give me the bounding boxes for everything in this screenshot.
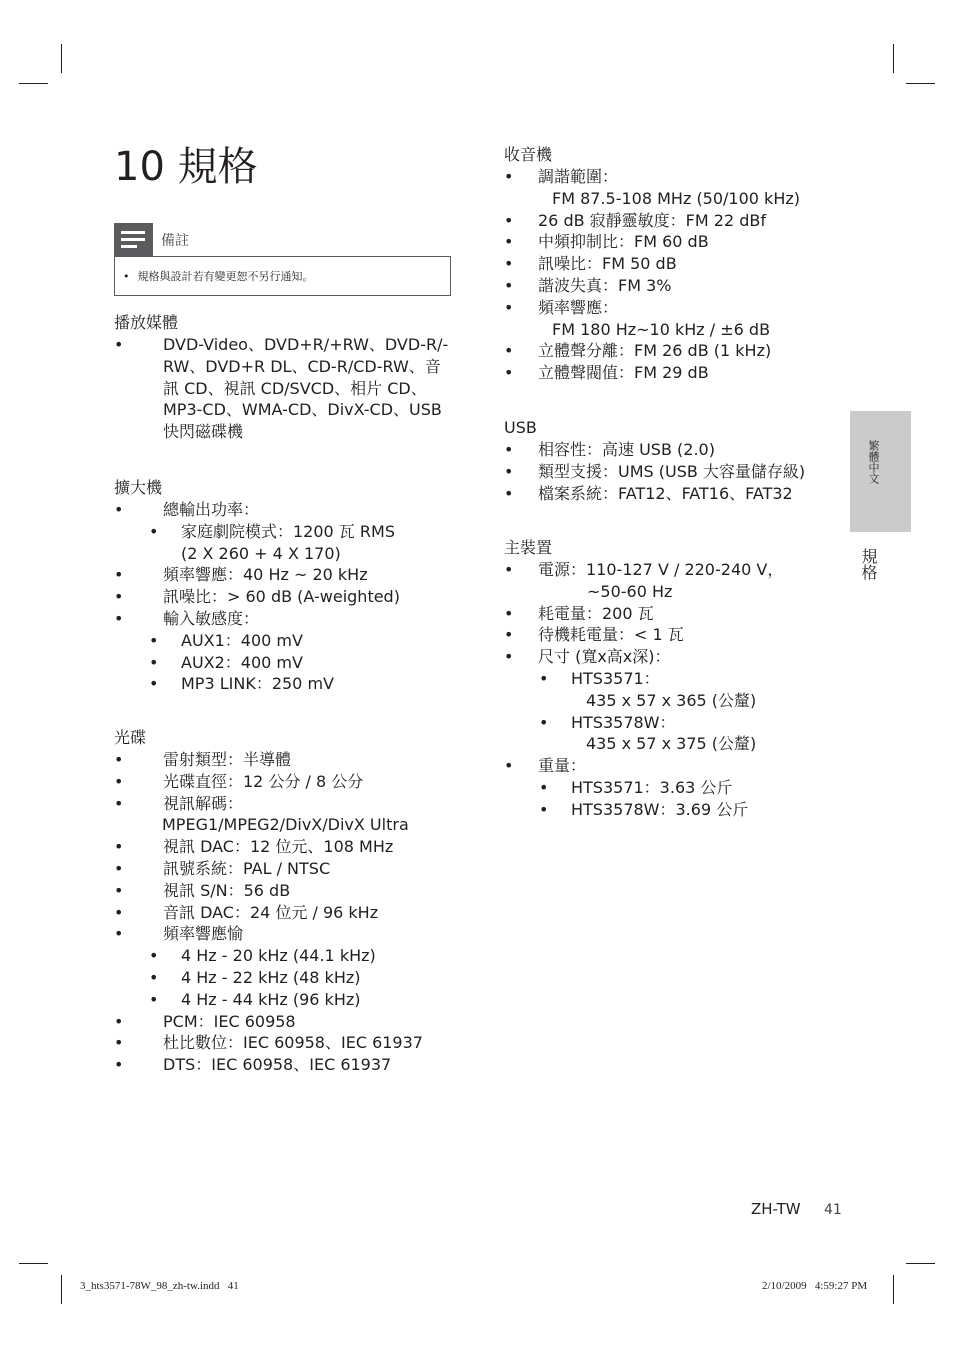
list-item: • 尺寸 (寬x高x深)： — [504, 647, 671, 667]
list-item: • 頻率響應：40 Hz ~ 20 kHz — [114, 565, 368, 585]
crop-mark — [906, 83, 935, 84]
list-item: • 立體聲分離：FM 26 dB (1 kHz) — [504, 341, 772, 361]
print-file-name: 3_hts3571-78W_98_zh-tw.indd 41 — [80, 1280, 239, 1292]
list-item: MPEG1/MPEG2/DivX/DivX Ultra — [162, 815, 409, 835]
crop-mark — [61, 44, 62, 73]
section-playback — [114, 312, 474, 443]
note-box — [114, 223, 451, 296]
crop-mark — [893, 1275, 894, 1304]
list-item: • HTS3578W： — [539, 712, 676, 732]
list-item: • 重量： — [504, 756, 587, 776]
list-item: • 訊噪比：FM 50 dB — [504, 254, 677, 274]
list-item: • 耗電量：200 瓦 — [504, 603, 654, 623]
list-item: 訊 CD、視訊 CD/SVCD、相片 CD、 — [163, 378, 427, 398]
list-item: FM 180 Hz~10 kHz / ±6 dB — [552, 319, 771, 339]
section-heading: 收音機 — [504, 145, 553, 164]
section-radio — [504, 144, 864, 384]
section-heading: 光碟 — [114, 728, 147, 747]
list-item: 435 x 57 x 375 (公釐) — [586, 734, 757, 754]
side-section-label: 規格 — [859, 548, 878, 580]
list-item: • 視訊 DAC：12 位元、108 MHz — [114, 837, 394, 857]
list-item: • 類型支援：UMS (USB 大容量儲存級) — [504, 461, 806, 481]
list-item: • 檔案系統：FAT12、FAT16、FAT32 — [504, 483, 793, 503]
list-item: • 電源：110-127 V / 220-240 V， — [504, 560, 784, 579]
list-item: • PCM：IEC 60958 — [114, 1011, 296, 1031]
list-item: • HTS3571：3.63 公斤 — [539, 777, 733, 797]
crop-mark — [19, 1263, 48, 1264]
section-amplifier — [114, 477, 474, 695]
list-item: • 頻率響應愉 — [114, 924, 244, 944]
list-item: 435 x 57 x 365 (公釐) — [586, 690, 757, 710]
section-heading: 播放媒體 — [114, 313, 179, 332]
list-item: • 調諧範圍： — [504, 167, 619, 186]
list-item: • 4 Hz - 22 kHz (48 kHz) — [149, 967, 361, 987]
section-usb — [504, 417, 864, 504]
page-title: 10 規格 — [114, 144, 258, 190]
list-item: • 相容性：高速 USB (2.0) — [504, 440, 715, 459]
list-item: • 立體聲閥值：FM 29 dB — [504, 363, 709, 383]
list-item: • AUX1：400 mV — [149, 630, 303, 650]
list-item: • 頻率響應： — [504, 297, 619, 317]
note-label: 備註 — [161, 232, 189, 249]
list-item: • 訊噪比：> 60 dB (A-weighted) — [114, 587, 400, 607]
crop-mark — [906, 1263, 935, 1264]
list-item: • 音訊 DAC：24 位元 / 96 kHz — [114, 902, 379, 922]
list-item: • MP3 LINK：250 mV — [149, 674, 334, 694]
print-datetime: 2/10/2009 4:59:27 PM — [762, 1280, 868, 1292]
list-item: MP3-CD、WMA-CD、DivX-CD、USB — [163, 400, 442, 420]
list-item: • 4 Hz - 44 kHz (96 kHz) — [149, 989, 361, 1009]
crop-mark — [61, 1275, 62, 1304]
list-item: • 諧波失真：FM 3% — [504, 275, 672, 295]
list-item: • 雷射類型：半導體 — [114, 750, 292, 769]
page-language: ZH-TW — [751, 1200, 801, 1218]
list-item: • HTS3571： — [539, 668, 660, 688]
list-item: • 光碟直徑：12 公分 / 8 公分 — [114, 771, 364, 791]
list-item: 快閃磁碟機 — [163, 422, 244, 442]
list-item: • AUX2：400 mV — [149, 652, 303, 672]
note-text: 規格與設計若有變更恕不另行通知。 — [137, 270, 314, 283]
language-tab-label: 繁體中文 — [867, 440, 880, 484]
list-item: • 總輸出功率： — [114, 500, 260, 519]
list-item: • 中頻抑制比：FM 60 dB — [504, 232, 709, 252]
section-main-unit — [504, 537, 864, 821]
bullet: • — [123, 269, 130, 283]
list-item: • 視訊 S/N：56 dB — [114, 880, 291, 900]
section-heading: USB — [504, 418, 537, 437]
list-item: RW、DVD+R DL、CD-R/CD-RW、音 — [163, 356, 441, 376]
list-item: • HTS3578W：3.69 公斤 — [539, 799, 749, 819]
list-item: • 輸入敏感度： — [114, 608, 260, 628]
page-number: 41 — [824, 1202, 842, 1218]
list-item: • 26 dB 寂靜靈敏度：FM 22 dBf — [504, 210, 766, 230]
note-icon — [114, 223, 153, 256]
list-item: FM 87.5-108 MHz (50/100 kHz) — [552, 188, 800, 208]
list-item: • 視訊解碼： — [114, 793, 244, 813]
list-item: • DVD-Video、DVD+R/+RW、DVD-R/- — [114, 335, 449, 354]
list-item: (2 X 260 + 4 X 170) — [181, 543, 341, 563]
list-item: • DTS：IEC 60958、IEC 61937 — [114, 1055, 392, 1075]
list-item: • 訊號系統：PAL / NTSC — [114, 858, 331, 878]
list-item: • 4 Hz - 20 kHz (44.1 kHz) — [149, 946, 376, 966]
list-item: • 家庭劇院模式：1200 瓦 RMS — [149, 521, 395, 541]
section-heading: 擴大機 — [114, 478, 163, 497]
list-item: • 杜比數位：IEC 60958、IEC 61937 — [114, 1033, 423, 1053]
list-item: • 待機耗電量：< 1 瓦 — [504, 625, 684, 645]
section-disc — [114, 727, 474, 1076]
section-heading: 主裝置 — [504, 538, 553, 557]
crop-mark — [893, 44, 894, 73]
crop-mark — [19, 83, 48, 84]
list-item: ~50-60 Hz — [587, 581, 673, 601]
